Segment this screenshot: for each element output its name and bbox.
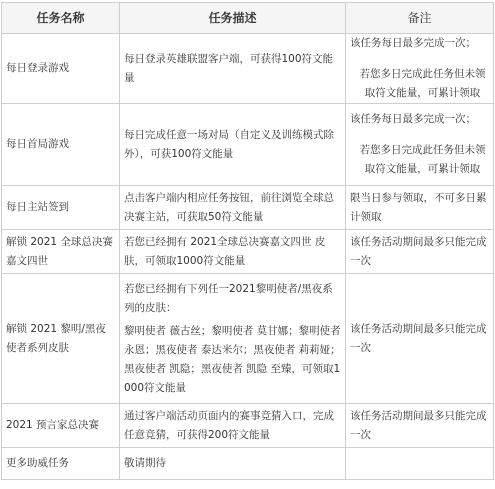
task-note bbox=[346, 448, 494, 480]
note-line: 限当日参与领取，不可多日累计领取 bbox=[350, 191, 487, 223]
task-table bbox=[1, 2, 494, 480]
task-name: 解锁 2021 全球总决赛嘉文四世 bbox=[2, 230, 120, 274]
note-line: 若您多日完成此任务但未领取符文能量，可累计领取 bbox=[359, 68, 486, 99]
task-description: 敬请期待 bbox=[120, 448, 346, 480]
task-description bbox=[120, 274, 346, 404]
task-description: 点击客户端内相应任务按钮，前往浏览全球总决赛主站，可获取50符文能量 bbox=[120, 186, 346, 230]
task-name: 解锁 2021 黎明/黑夜使者系列皮肤 bbox=[2, 274, 120, 404]
task-name: 更多助威任务 bbox=[2, 448, 120, 480]
header-task-description: 任务描述 bbox=[120, 3, 346, 34]
table-row bbox=[2, 404, 494, 448]
table-row bbox=[2, 448, 494, 480]
table-row bbox=[2, 274, 494, 404]
note-line: 该任务每日最多完成一次； bbox=[350, 113, 476, 125]
table-row bbox=[2, 230, 494, 274]
task-description: 通过客户端活动页面内的赛事竞猜入口，完成任意竞猜，可获得200符文能量 bbox=[120, 404, 346, 448]
task-description: 若您已经拥有 2021全球总决赛嘉文四世 皮肤，可领取1000符文能量 bbox=[120, 230, 346, 274]
description-paragraph: 黎明使者 薇古丝；黎明使者 莫甘娜；黎明使者 永恩；黑夜使者 泰达米尔；黑夜使者 莉莉娅；黑夜使者 凯隐；黑夜使者 凯隐 至臻，可领取1000符文能量 bbox=[124, 324, 341, 394]
task-note bbox=[346, 34, 494, 104]
description-paragraph: 若您已经拥有下列任一2021黎明使者/黑夜系列的皮肤： bbox=[124, 282, 333, 314]
header-note: 备注 bbox=[346, 3, 494, 34]
task-note bbox=[346, 186, 494, 230]
table-row bbox=[2, 186, 494, 230]
header-task-name: 任务名称 bbox=[2, 3, 120, 34]
task-note bbox=[346, 230, 494, 274]
table-row bbox=[2, 104, 494, 186]
task-note bbox=[346, 404, 494, 448]
note-line: 该任务活动期间最多只能完成一次 bbox=[350, 409, 487, 441]
task-description: 每日完成任意一场对局（自定义及训练模式除外），可获100符文能量 bbox=[120, 104, 346, 186]
task-name: 2021 预言家总决赛 bbox=[2, 404, 120, 448]
table-row bbox=[2, 34, 494, 104]
task-note bbox=[346, 104, 494, 186]
task-note bbox=[346, 274, 494, 404]
note-line: 该任务活动期间最多只能完成一次 bbox=[350, 322, 487, 354]
table-header-row bbox=[2, 3, 494, 34]
task-name: 每日首局游戏 bbox=[2, 104, 120, 186]
task-name: 每日登录游戏 bbox=[2, 34, 120, 104]
note-line: 该任务活动期间最多只能完成一次 bbox=[350, 235, 487, 267]
task-description: 每日登录英雄联盟客户端，可获得100符文能量 bbox=[120, 34, 346, 104]
task-name: 每日主站签到 bbox=[2, 186, 120, 230]
note-line: 若您多日完成此任务但未领取符文能量，可累计领取 bbox=[359, 144, 486, 175]
note-line: 该任务每日最多完成一次； bbox=[350, 37, 476, 49]
